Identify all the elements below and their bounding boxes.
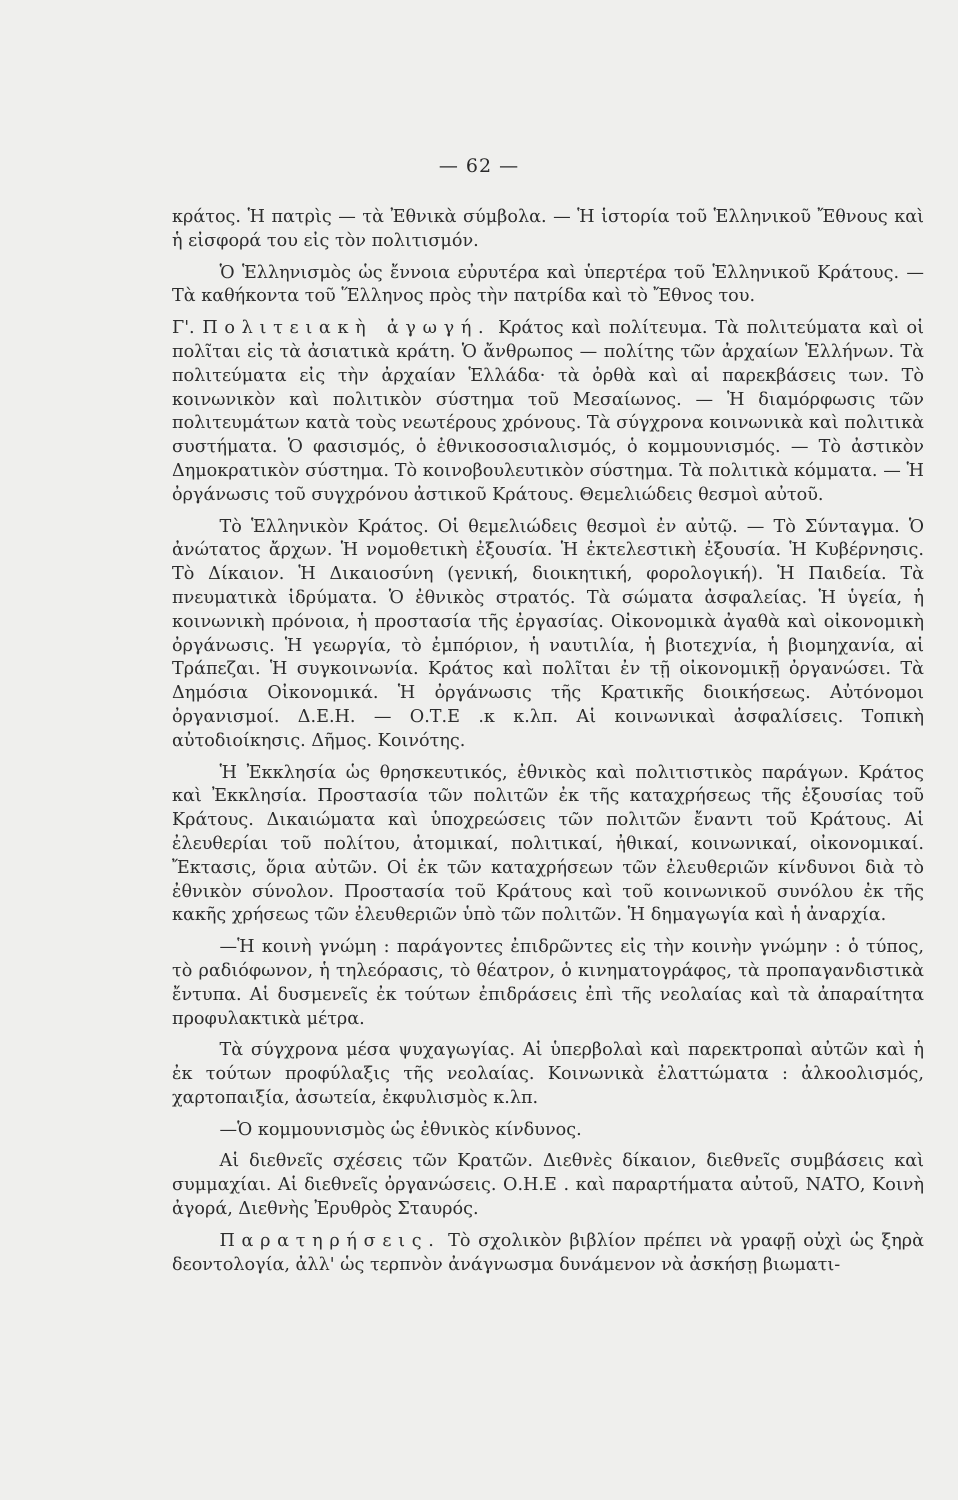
paragraph-greek-state — [172, 516, 924, 754]
paragraph-text: Αἱ διεθνεῖς σχέσεις τῶν Κρατῶν. Διεθνὲς δίκαιον, διεθνεῖς συμβάσεις καὶ συμμαχίαι. Αἱ διεθνεῖς ὀργανώσεις. Ο.Η.Ε . καὶ παραρτήματα αὐτοῦ, ΝΑΤΟ, Κοινὴ ἀγορά, Διεθνὴς Ἐρυθρὸς Σταυρός. — [172, 1151, 924, 1220]
paragraph-entertainment — [172, 1039, 924, 1110]
paragraph-text: —Ὁ κομμουνισμὸς ὡς ἐθνικὸς κίνδυνος. — [219, 1119, 582, 1140]
paragraph-text: Ἡ Ἐκκλησία ὡς θρησκευτικός, ἐθνικὸς καὶ πολιτιστικὸς παράγων. Κράτος καὶ Ἐκκλησία. Προστασία τῶν πολιτῶν ἐκ τῆς καταχρήσεως τῆς ἐξουσίας τοῦ Κράτους. Δικαιώματα καὶ ὑποχρεώσεις τῶν πολιτῶν ἔναντι τοῦ Κράτους. Αἱ ἐλευθερίαι τοῦ πολίτου, ἀτομικαί, πολιτικαί, ἠθικαί, κοινωνικαί, οἰκονομικαί. Ἔκτασις, ὅρια αὐτῶν. Οἱ ἐκ τῶν καταχρήσεων τῶν ἐλευθεριῶν κίνδυνοι διὰ τὸ ἐθνικὸν σύνολον. Προστασία τοῦ Κράτους καὶ τοῦ κοινωνικοῦ συνόλου ἐκ τῆς κακῆς χρήσεως τῶν ἐλευθεριῶν ὑπὸ τῶν πολιτῶν. Ἡ δημαγωγία καὶ ἡ ἀναρχία. — [172, 762, 924, 926]
paragraph-remarks — [172, 1230, 924, 1278]
paragraph-civic-education — [172, 317, 924, 507]
body-text — [172, 206, 924, 1277]
paragraph-text: Τὰ σύγχρονα μέσα ψυχαγωγίας. Αἱ ὑπερβολαὶ καὶ παρεκτροπαὶ αὐτῶν καὶ ἡ ἐκ τούτων προφύλαξις τῆς νεολαίας. Κοινωνικὰ ἐλαττώματα : ἀλκοολισμός, χαρτοπαιξία, ἀσωτεία, ἐκφυλισμὸς κ.λπ. — [172, 1040, 924, 1108]
paragraph-national-history — [172, 206, 924, 254]
paragraph-church — [172, 762, 924, 929]
section-heading: Πολιτειακὴ ἀγωγή. — [202, 318, 491, 339]
paragraph-text: Τὸ σχολικὸν βιβλίον πρέπει νὰ γραφῇ οὐχὶ ὡς ξηρὰ δεοντολογία, ἀλλ' ὡς τερπνὸν ἀνάγνωσμα δυνάμενον νὰ ἀσκήσῃ βιωματι- — [172, 1230, 924, 1275]
remarks-heading: Παρατηρήσεις. — [219, 1230, 441, 1251]
paragraph-international-relations — [172, 1150, 924, 1221]
paragraph-public-opinion — [172, 936, 924, 1031]
paragraph-text: Τὸ Ἑλληνικὸν Κράτος. Οἱ θεμελιώδεις θεσμοὶ ἐν αὐτῷ. — Τὸ Σύνταγμα. Ὁ ἀνώτατος ἄρχων. Ἡ νομοθετικὴ ἐξουσία. Ἡ ἐκτελεστικὴ ἐξουσία. Ἡ Κυβέρνησις. Τὸ Δίκαιον. Ἡ Δικαιοσύνη (γενική, διοικητική, φορολογική). Ἡ Παιδεία. Τὰ πνευματικὰ ἱδρύματα. Ὁ ἐθνικὸς στρατός. Τὰ σώματα ἀσφαλείας. Ἡ ὑγεία, ἡ κοινωνικὴ πρόνοια, ἡ προστασία τῆς ἐργασίας. Οἰκονομικὰ ἀγαθὰ καὶ οἰκονομικὴ ὀργάνωσις. Ἡ γεωργία, τὸ ἐμπόριον, ἡ ναυτιλία, ἡ βιοτεχνία, ἡ βιομηχανία, αἱ Τράπεζαι. Ἡ συγκοινωνία. Κράτος καὶ πολῖται ἐν τῇ οἰκονομικῇ ὀργανώσει. Τὰ Δημόσια Οἰκονομικά. Ἡ ὀργάνωσις τῆς Κρατικῆς διοικήσεως. Αὐτόνομοι ὀργανισμοί. Δ.Ε.Η. — Ο.Τ.Ε .κ κ.λπ. Αἱ κοινωνικαὶ ἀσφαλίσεις. Τοπικὴ αὐτοδιοίκησις. Δῆμος. Κοινότης. — [172, 516, 924, 751]
paragraph-text: —Ἡ κοινὴ γνώμη : παράγοντες ἐπιδρῶντες εἰς τὴν κοινὴν γνώμην : ὁ τύπος, τὸ ραδιόφωνον, ἡ τηλεόρασις, τὸ θέατρον, ὁ κινηματογράφος, τὰ προπαγανδιστικὰ ἔντυπα. Αἱ δυσμενεῖς ἐκ τούτων ἐπιδράσεις ἐπὶ τῆς νεολαίας καὶ τὰ ἀπαραίτητα προφυλακτικὰ μέτρα. — [172, 937, 924, 1029]
paragraph-text: κράτος. Ἡ πατρὶς — τὰ Ἐθνικὰ σύμβολα. — Ἡ ἱστορία τοῦ Ἑλληνικοῦ Ἔθνους καὶ ἡ εἰσφορά του εἰς τὸν πολιτισμόν. — [172, 207, 924, 251]
paragraph-hellenism — [172, 262, 924, 310]
paragraph-text: Ὁ Ἑλληνισμὸς ὡς ἔννοια εὐρυτέρα καὶ ὑπερτέρα τοῦ Ἑλληνικοῦ Κράτους. — Τὰ καθήκοντα τοῦ Ἕλληνος πρὸς τὴν πατρίδα καὶ τὸ Ἔθνος του. — [172, 262, 924, 307]
page-number: — 62 — — [438, 155, 520, 177]
paragraph-text: Κράτος καὶ πολίτευμα. Τὰ πολιτεύματα καὶ οἱ πολῖται εἰς τὰ ἀσιατικὰ κράτη. Ὁ ἄνθρωπος — πολίτης τῶν ἀρχαίων Ἑλλήνων. Τὰ πολιτεύματα εἰς τὴν ἀρχαίαν Ἑλλάδα· τὰ ὀρθὰ καὶ αἱ παρεκβάσεις των. Τὸ κοινωνικὸν καὶ πολιτικὸν σύστημα τοῦ Μεσαίωνος. — Ἡ διαμόρφωσις τῶν πολιτευμάτων κατὰ τοὺς νεωτέρους χρόνους. Τὰ σύγχρονα κοινωνικὰ καὶ πολιτικὰ συστήματα. Ὁ φασισμός, ὁ ἐθνικοσοσιαλισμός, ὁ κομμουνισμός. — Τὸ ἀστικὸν Δημοκρατικὸν σύστημα. Τὸ κοινοβουλευτικὸν σύστημα. Τὰ πολιτικὰ κόμματα. — Ἡ ὀργάνωσις τοῦ συγχρόνου ἀστικοῦ Κράτους. Θεμελιώδεις θεσμοὶ αὐτοῦ. — [172, 318, 925, 505]
paragraph-communism — [172, 1119, 924, 1143]
section-prefix: Γ'. — [172, 318, 203, 339]
